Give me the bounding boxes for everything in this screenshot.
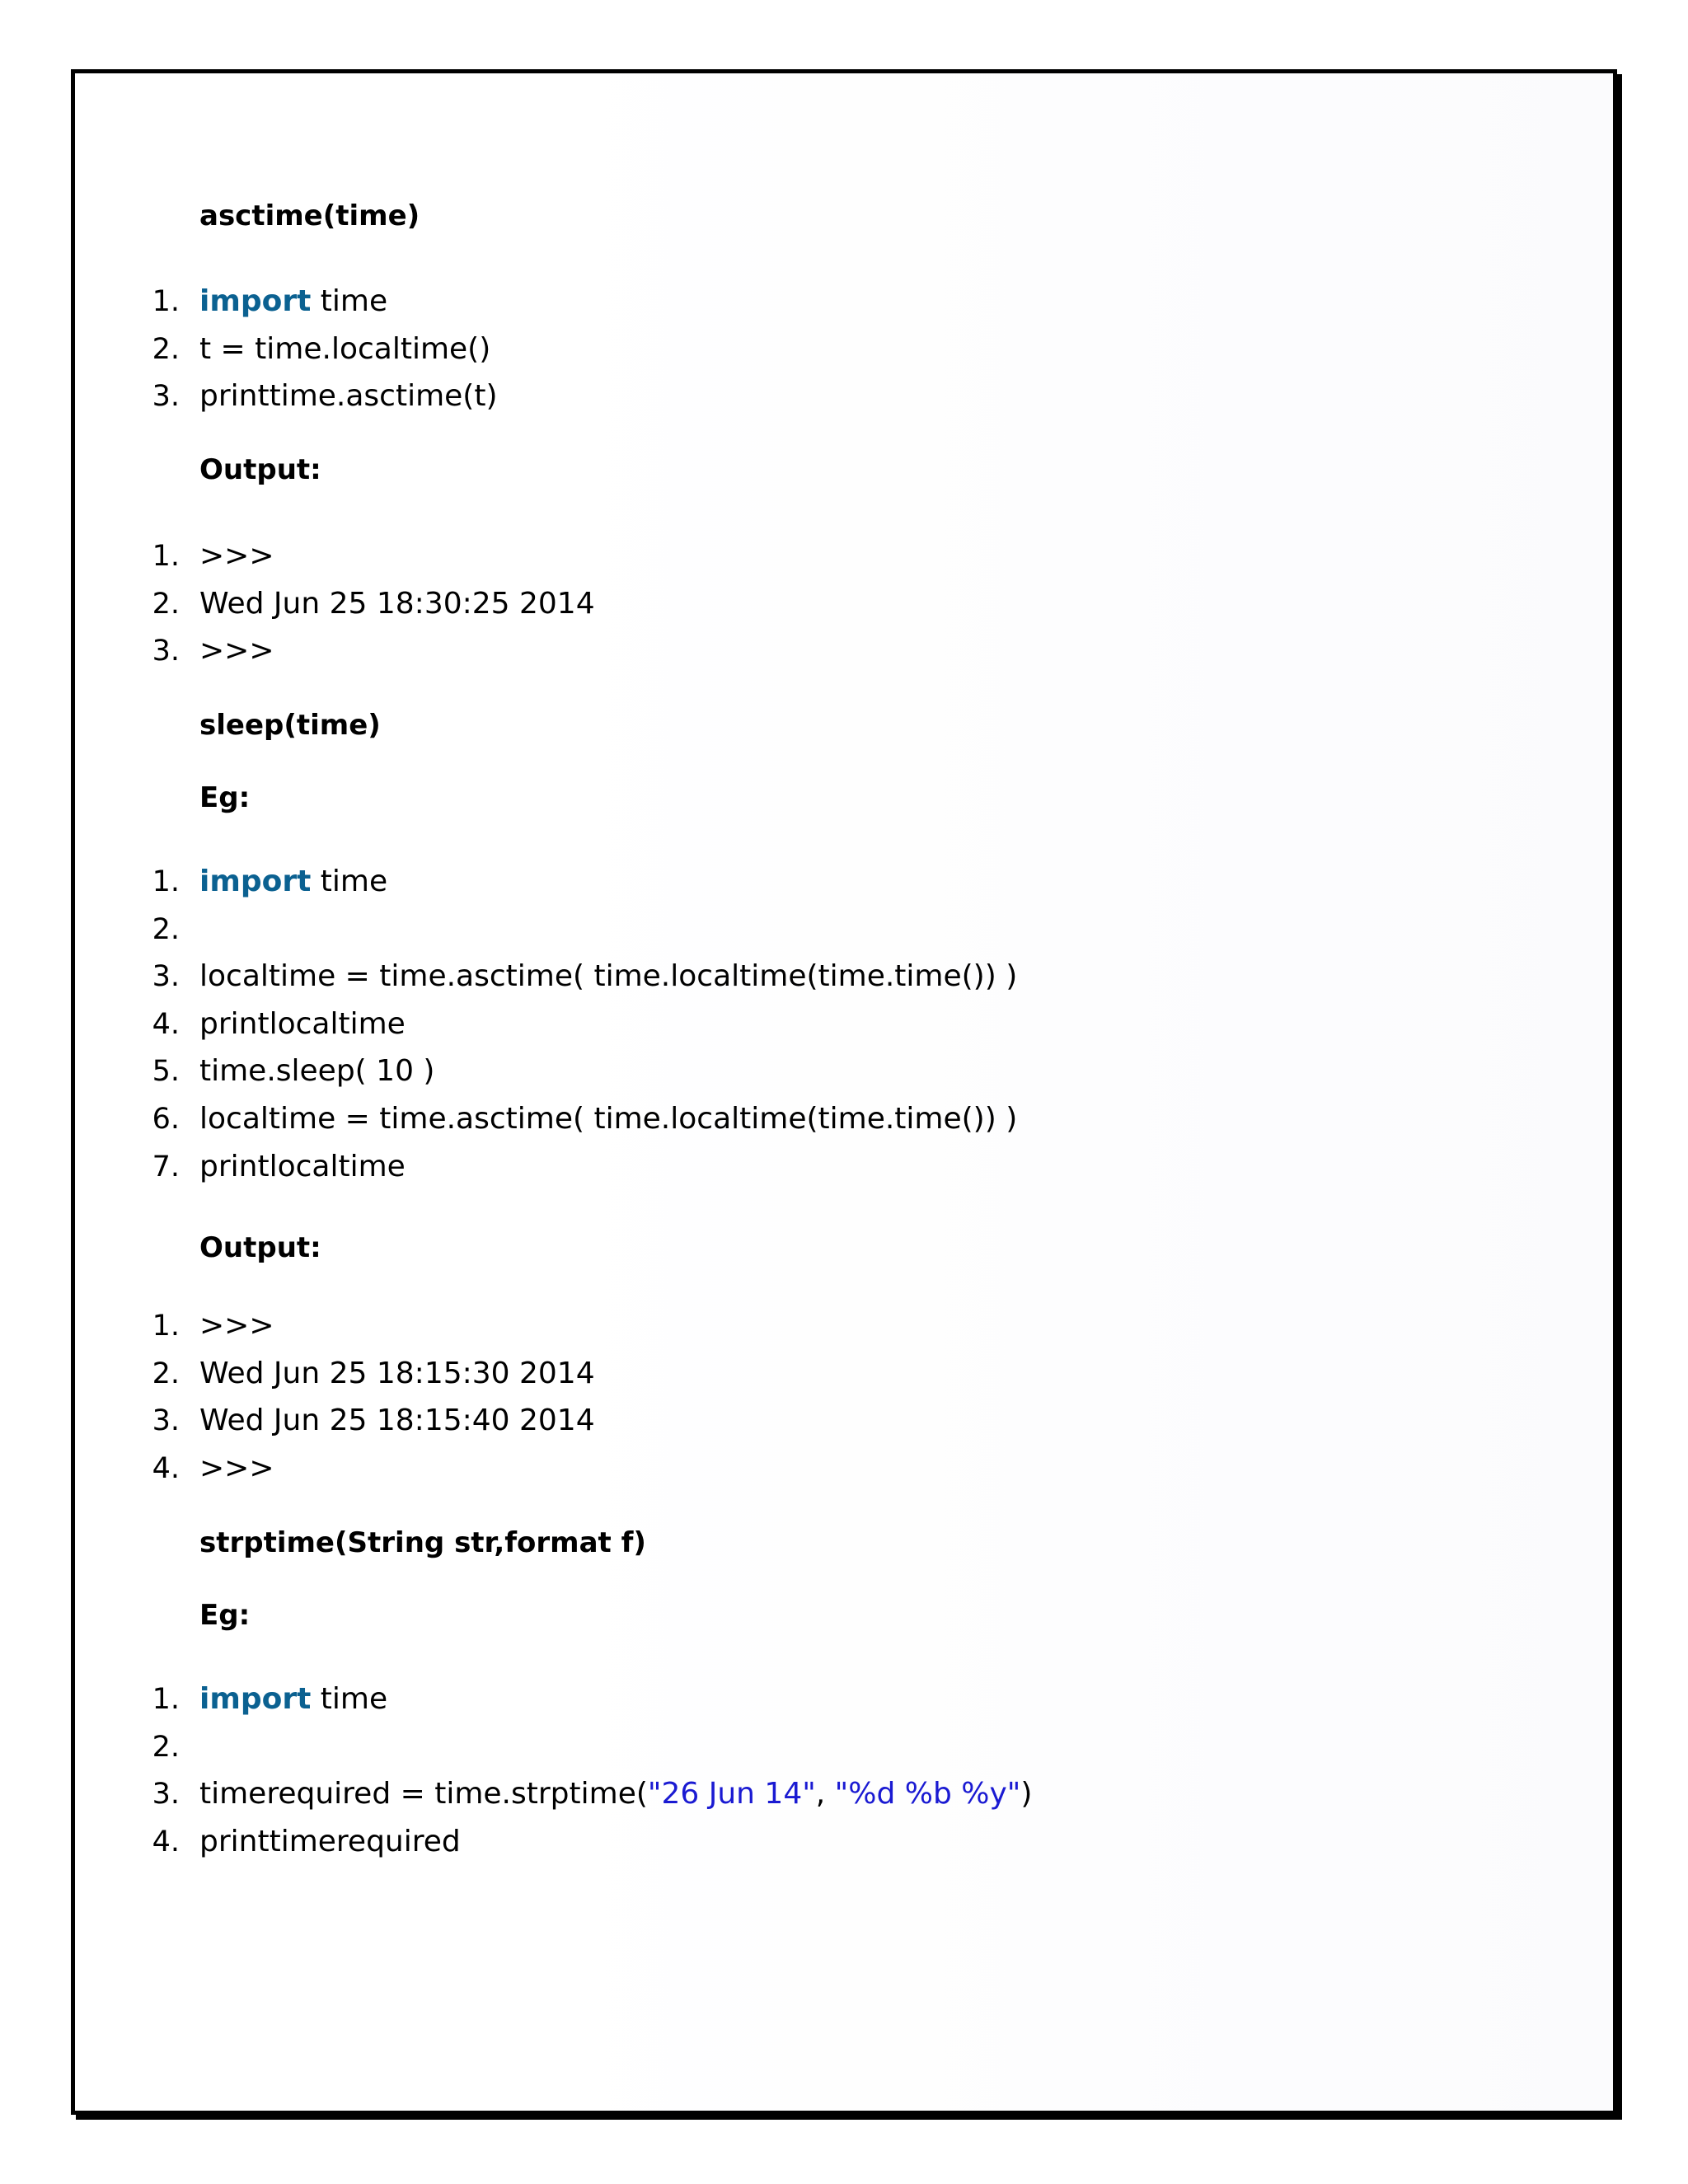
line-number: 1.	[152, 540, 180, 573]
section-heading: Eg:	[199, 781, 251, 814]
code-text	[199, 858, 387, 906]
string-token: "%d %b %y"	[834, 1777, 1021, 1811]
line-number: 4.	[152, 1007, 180, 1041]
line-number: 6.	[152, 1103, 180, 1136]
code-token: t = time.localtime()	[199, 331, 491, 366]
code-text	[199, 1302, 274, 1350]
section-heading: sleep(time)	[199, 709, 381, 742]
code-token: printtimerequired	[199, 1824, 461, 1858]
keyword-token: import	[199, 284, 312, 318]
code-token: >>>	[199, 539, 274, 573]
code-token: time	[311, 865, 388, 898]
section-heading: asctime(time)	[199, 199, 420, 232]
code-text	[199, 627, 274, 675]
code-token: >>>	[199, 1309, 274, 1343]
line-number: 1.	[152, 865, 180, 898]
code-text	[199, 1770, 1032, 1818]
code-text	[199, 326, 490, 373]
keyword-token: import	[199, 865, 312, 898]
code-token: localtime = time.asctime( time.localtime(time.time()) )	[199, 1102, 1018, 1136]
code-token: printtime.asctime(t)	[199, 379, 498, 414]
code-text	[199, 1143, 406, 1191]
line-number: 2.	[152, 587, 180, 621]
code-text	[199, 373, 498, 420]
code-token: time	[311, 1682, 388, 1716]
keyword-token: import	[199, 1682, 312, 1716]
line-number: 3.	[152, 1778, 180, 1811]
code-token: >>>	[199, 634, 274, 668]
code-token: time	[311, 284, 388, 318]
code-text	[199, 580, 595, 628]
code-text	[199, 278, 387, 326]
section-heading: strptime(String str,format f)	[199, 1526, 646, 1559]
section-heading: Output:	[199, 453, 321, 486]
code-text	[199, 1818, 461, 1866]
code-token: Wed Jun 25 18:15:40 2014	[199, 1404, 595, 1438]
line-number: 3.	[152, 635, 180, 668]
line-number: 1.	[152, 285, 180, 318]
code-text	[199, 1047, 434, 1095]
line-number: 4.	[152, 1825, 180, 1858]
string-token: "26 Jun 14"	[647, 1777, 816, 1811]
code-text	[199, 1675, 387, 1723]
code-text	[199, 1095, 1017, 1143]
code-token: Wed Jun 25 18:15:30 2014	[199, 1356, 595, 1390]
code-text	[199, 953, 1017, 1001]
line-number: 3.	[152, 380, 180, 414]
code-token: Wed Jun 25 18:30:25 2014	[199, 586, 595, 621]
code-token: >>>	[199, 1451, 274, 1485]
code-token: printlocaltime	[199, 1006, 406, 1041]
code-text	[199, 1350, 595, 1398]
code-text	[199, 1397, 595, 1445]
code-text	[199, 1445, 274, 1493]
line-number: 4.	[152, 1451, 180, 1485]
code-token: printlocaltime	[199, 1149, 406, 1183]
line-number: 2.	[152, 1357, 180, 1390]
line-number: 5.	[152, 1055, 180, 1089]
line-number: 1.	[152, 1310, 180, 1343]
code-token: ,	[815, 1777, 835, 1811]
line-number: 3.	[152, 1404, 180, 1438]
line-number: 7.	[152, 1150, 180, 1183]
line-number: 2.	[152, 1730, 180, 1764]
code-token: timerequired = time.strptime(	[199, 1777, 648, 1811]
code-text	[199, 532, 274, 580]
line-number: 1.	[152, 1683, 180, 1716]
code-text	[199, 1001, 406, 1048]
code-token: time.sleep( 10 )	[199, 1054, 435, 1089]
line-number: 2.	[152, 332, 180, 366]
section-heading: Eg:	[199, 1599, 251, 1632]
code-token: )	[1020, 1777, 1033, 1811]
line-number: 2.	[152, 912, 180, 946]
section-heading: Output:	[199, 1231, 321, 1264]
line-number: 3.	[152, 960, 180, 994]
code-token: localtime = time.asctime( time.localtime(time.time()) )	[199, 959, 1018, 994]
